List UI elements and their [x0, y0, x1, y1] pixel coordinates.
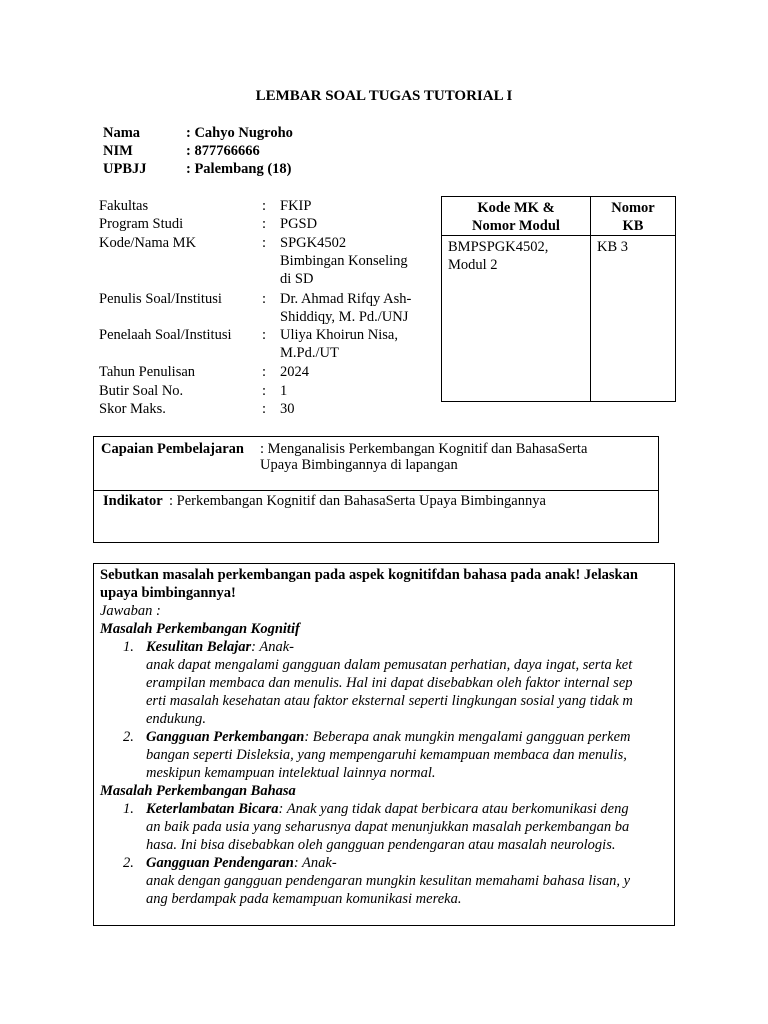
- field-value: PGSD: [280, 216, 318, 232]
- table-header-text: Kode MK &: [477, 200, 555, 216]
- identity-value: : Cahyo Nugroho: [186, 125, 293, 141]
- divider: [94, 490, 658, 491]
- indikator-label: Indikator: [103, 493, 163, 509]
- section-heading: Masalah Perkembangan Kognitif: [100, 621, 300, 637]
- list-item-text: endukung.: [146, 711, 206, 727]
- field-label: Penulis Soal/Institusi: [99, 291, 222, 307]
- table-header-text: Nomor: [611, 200, 655, 216]
- field-value: SPGK4502: [280, 235, 347, 251]
- section-heading: Masalah Perkembangan Bahasa: [100, 783, 296, 799]
- table-header-kode: [442, 197, 591, 236]
- list-item-text: anak dengan gangguan pendengaran mungkin kesulitan memahami bahasa lisan, y: [146, 873, 631, 889]
- identity-value: : Palembang (18): [186, 161, 292, 177]
- field-colon: :: [262, 198, 267, 214]
- indikator-text: : Perkembangan Kognitif dan BahasaSerta Upaya Bimbingannya: [169, 493, 546, 509]
- capaian-box: [93, 436, 659, 543]
- list-item-text: : Beberapa anak mungkin mengalami gangguan perkem: [304, 729, 631, 745]
- field-label: Tahun Penulisan: [99, 364, 196, 380]
- field-label: Fakultas: [99, 198, 149, 214]
- list-item-text: erti masalah kesehatan atau faktor eksternal seperti lingkungan sosial yang tidak m: [146, 693, 633, 709]
- identity-value: : 877766666: [186, 143, 260, 159]
- field-label: Skor Maks.: [99, 401, 166, 417]
- field-colon: :: [262, 364, 267, 380]
- list-item: [146, 854, 337, 872]
- table-header-text: Nomor Modul: [472, 218, 560, 234]
- identity-label: NIM: [103, 143, 133, 159]
- field-label: Penelaah Soal/Institusi: [99, 327, 232, 343]
- field-value: 1: [280, 383, 288, 399]
- list-number: 1.: [123, 801, 134, 817]
- field-value: 30: [280, 401, 295, 417]
- table-header-text: KB: [622, 218, 644, 234]
- list-item-text: : Anak-: [251, 639, 294, 655]
- table-cell-kb: KB 3: [591, 236, 676, 402]
- field-colon: :: [262, 216, 267, 232]
- field-value: Dr. Ahmad Rifqy Ash-: [280, 291, 412, 307]
- field-value: di SD: [280, 271, 314, 287]
- field-value: Uliya Khoirun Nisa,: [280, 327, 398, 343]
- identity-row-upbjj: [103, 160, 292, 178]
- list-item: [146, 800, 629, 818]
- list-item-term: Gangguan Perkembangan: [146, 729, 305, 745]
- capaian-label: Capaian Pembelajaran: [101, 441, 244, 457]
- list-number: 2.: [123, 729, 134, 745]
- field-colon: :: [262, 383, 267, 399]
- field-value: M.Pd./UT: [280, 345, 339, 361]
- list-item-term: Keterlambatan Bicara: [146, 801, 279, 817]
- answer-label: Jawaban :: [100, 603, 161, 619]
- table-header-nomor: [591, 197, 676, 236]
- list-item-text: ang berdampak pada kemampuan komunikasi mereka.: [146, 891, 462, 907]
- list-item: [146, 638, 294, 656]
- capaian-text: Upaya Bimbingannya di lapangan: [260, 457, 458, 473]
- question-text: upaya bimbingannya!: [100, 585, 236, 601]
- field-label: Program Studi: [99, 216, 184, 232]
- table-cell-text: Modul 2: [448, 257, 498, 273]
- field-colon: :: [262, 291, 267, 307]
- list-item-text: hasa. Ini bisa disebabkan oleh gangguan pendengaran atau masalah neurologis.: [146, 837, 616, 853]
- list-item-term: Kesulitan Belajar: [146, 639, 252, 655]
- list-item: [146, 728, 631, 746]
- soal-box: [93, 563, 675, 926]
- field-colon: :: [262, 401, 267, 417]
- document-title: LEMBAR SOAL TUGAS TUTORIAL I: [255, 88, 513, 104]
- list-number: 2.: [123, 855, 134, 871]
- field-value: 2024: [280, 364, 309, 380]
- list-item-term: Gangguan Pendengaran: [146, 855, 294, 871]
- list-item-text: bangan seperti Disleksia, yang mempengaruhi kemampuan membaca dan menulis,: [146, 747, 627, 763]
- list-item-text: an baik pada usia yang seharusnya dapat menunjukkan masalah perkembangan ba: [146, 819, 630, 835]
- field-value: FKIP: [280, 198, 312, 214]
- field-label: Butir Soal No.: [99, 383, 184, 399]
- list-item-text: meskipun kemampuan intelektual lainnya normal.: [146, 765, 436, 781]
- field-label: Kode/Nama MK: [99, 235, 197, 251]
- field-value: Shiddiqy, M. Pd./UNJ: [280, 309, 409, 325]
- table-cell-kode: [442, 236, 591, 402]
- identity-row-nim: [103, 142, 260, 160]
- kode-mk-table: [441, 196, 676, 402]
- list-item-text: : Anak-: [293, 855, 337, 871]
- identity-label: UPBJJ: [103, 161, 147, 177]
- capaian-text: : Menganalisis Perkembangan Kognitif dan BahasaSerta: [260, 441, 588, 457]
- question-text: Sebutkan masalah perkembangan pada aspek kognitifdan bahasa pada anak! Jelaskan: [100, 567, 638, 583]
- list-item-text: anak dapat mengalami gangguan dalam pemusatan perhatian, daya ingat, serta ket: [146, 657, 633, 673]
- table-cell-text: BMPSPGK4502,: [448, 239, 549, 255]
- identity-label: Nama: [103, 125, 141, 141]
- list-item-text: erampilan membaca dan menulis. Hal ini dapat disebabkan oleh faktor internal sep: [146, 675, 633, 691]
- list-number: 1.: [123, 639, 134, 655]
- identity-row-nama: [103, 124, 293, 142]
- list-item-text: : Anak yang tidak dapat berbicara atau berkomunikasi deng: [278, 801, 629, 817]
- field-value: Bimbingan Konseling: [280, 253, 408, 269]
- field-colon: :: [262, 235, 267, 251]
- field-colon: :: [262, 327, 267, 343]
